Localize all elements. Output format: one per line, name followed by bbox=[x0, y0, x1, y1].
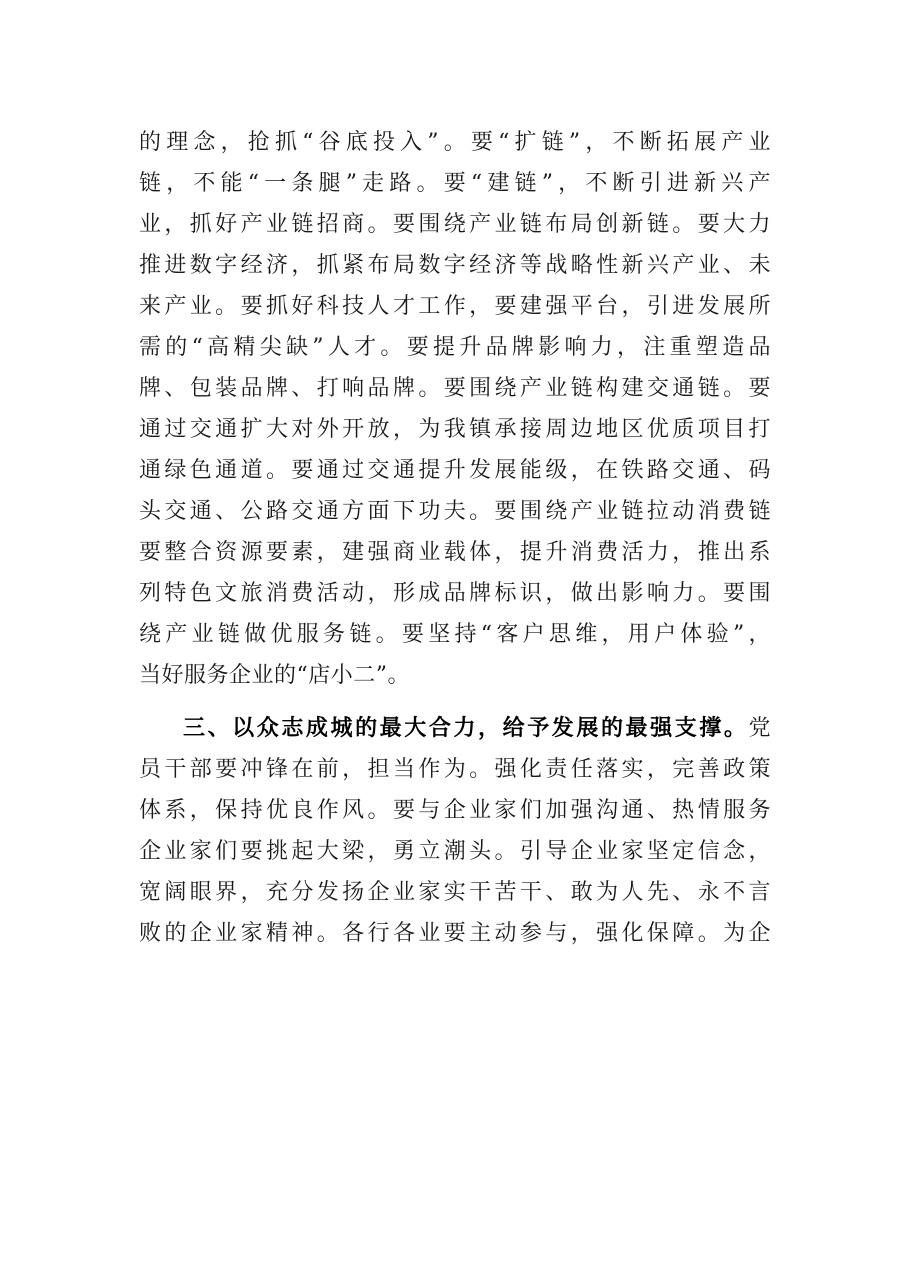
heading-tail-text: 党 bbox=[748, 716, 771, 741]
section-heading: 三、以众志成城的最大合力，给予发展的最强支撑。 bbox=[183, 715, 749, 741]
text-line: 员干部要冲锋在前，担当作为。强化责任落实，完善政策 bbox=[139, 757, 771, 782]
text-line: 当好服务企业的“店小二”。 bbox=[139, 663, 410, 688]
text-line: 绕产业链做优服务链。要坚持“客户思维，用户体验”， bbox=[139, 622, 771, 647]
text-line: 要整合资源要素，建强商业载体，提升消费活力，推出系 bbox=[139, 540, 771, 565]
paragraph-1 bbox=[139, 122, 771, 696]
document-body bbox=[139, 122, 771, 954]
text-line: 企业家们要挑起大梁，勇立潮头。引导企业家坚定信念， bbox=[139, 839, 771, 864]
text-line: 牌、包装品牌、打响品牌。要围绕产业链构建交通链。要 bbox=[139, 376, 771, 401]
text-line: 来产业。要抓好科技人才工作，要建强平台，引进发展所 bbox=[139, 294, 771, 319]
text-line: 需的“高精尖缺”人才。要提升品牌影响力，注重塑造品 bbox=[139, 335, 771, 360]
text-line: 链，不能“一条腿”走路。要“建链”，不断引进新兴产 bbox=[139, 171, 771, 196]
text-line: 体系，保持优良作风。要与企业家们加强沟通、热情服务 bbox=[139, 798, 771, 823]
text-line: 的理念，抢抓“谷底投入”。要“扩链”，不断拓展产业 bbox=[139, 130, 771, 155]
text-line: 败的企业家精神。各行各业要主动参与，强化保障。为企 bbox=[139, 921, 771, 946]
paragraph-gap bbox=[139, 696, 771, 708]
text-line: 列特色文旅消费活动，形成品牌标识，做出影响力。要围 bbox=[139, 581, 771, 606]
text-line: 头交通、公路交通方面下功夫。要围绕产业链拉动消费链 bbox=[139, 499, 771, 524]
text-line: 通过交通扩大对外开放，为我镇承接周边地区优质项目打 bbox=[139, 417, 771, 442]
text-line: 通绿色通道。要通过交通提升发展能级，在铁路交通、码 bbox=[139, 458, 771, 483]
text-line: 推进数字经济，抓紧布局数字经济等战略性新兴产业、未 bbox=[139, 253, 771, 278]
paragraph-2 bbox=[139, 708, 771, 954]
text-line: 业，抓好产业链招商。要围绕产业链布局创新链。要大力 bbox=[139, 212, 771, 237]
text-line: 宽阔眼界，充分发扬企业家实干苦干、敢为人先、永不言 bbox=[139, 880, 771, 905]
section-heading-line bbox=[139, 708, 771, 749]
